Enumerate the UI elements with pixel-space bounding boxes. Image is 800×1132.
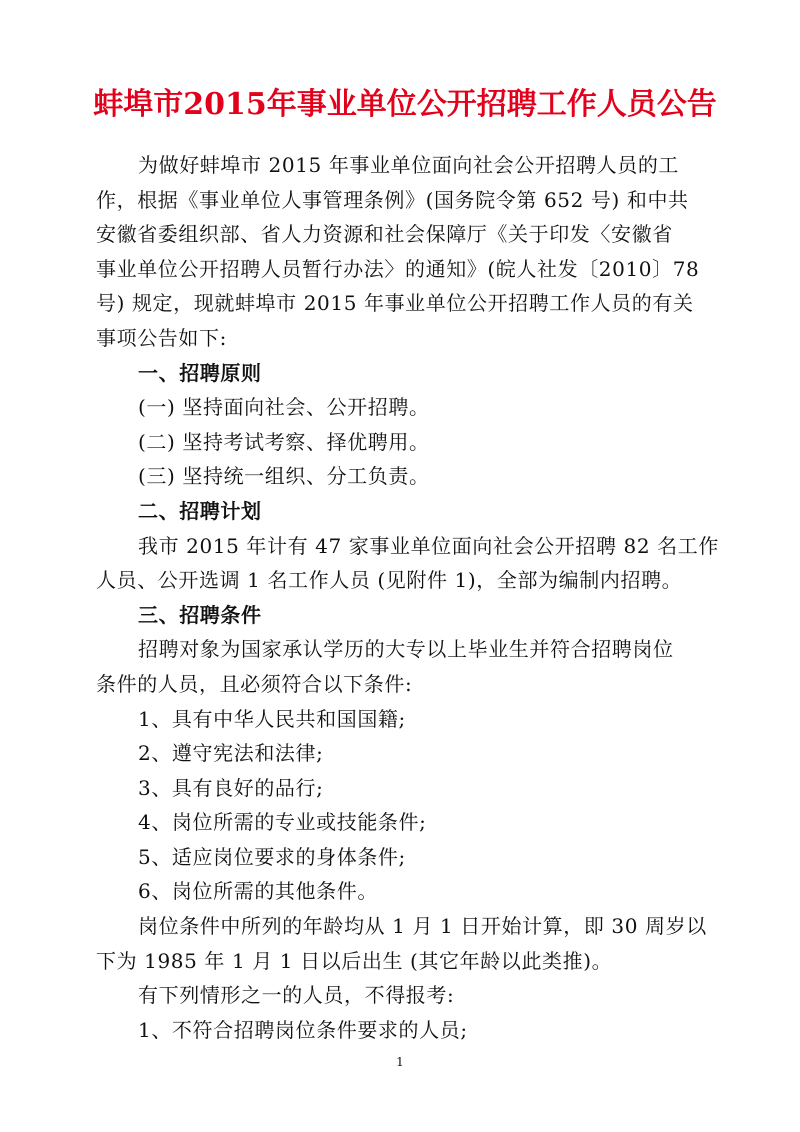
paragraph-line: 为做好蚌埠市 2015 年事业单位面向社会公开招聘人员的工 <box>138 153 680 177</box>
paragraph-line: 下为 1985 年 1 月 1 日以后出生 (其它年龄以此类推)。 <box>96 948 613 973</box>
document-body <box>96 148 726 1047</box>
list-item: 1、不符合招聘岗位条件要求的人员; <box>138 1017 468 1042</box>
list-item: (一) 坚持面向社会、公开招聘。 <box>138 395 430 420</box>
paragraph-line: 作，根据《事业单位人事管理条例》(国务院令第 652 号) 和中共 <box>96 187 689 212</box>
paragraph-line: 号) 规定，现就蚌埠市 2015 年事业单位公开招聘工作人员的有关 <box>96 291 694 316</box>
paragraph-line: 岗位条件中所列的年龄均从 1 月 1 日开始计算，即 30 周岁以 <box>138 914 707 939</box>
list-item: 4、岗位所需的专业或技能条件; <box>138 810 427 835</box>
paragraph-line: 条件的人员，且必须符合以下条件: <box>96 671 413 696</box>
paragraph-line: 事业单位公开招聘人员暂行办法〉的通知》(皖人社发〔2010〕78 <box>96 256 700 281</box>
paragraph-line: 安徽省委组织部、省人力资源和社会保障厅《关于印发〈安徽省 <box>96 222 673 247</box>
document-title: 蚌埠市2015年事业单位公开招聘工作人员公告 <box>93 87 717 122</box>
paragraph-line: 有下列情形之一的人员，不得报考: <box>138 983 455 1008</box>
list-item: 6、岗位所需的其他条件。 <box>138 879 378 904</box>
list-item: (三) 坚持统一组织、分工负责。 <box>138 464 430 489</box>
section-heading-plan: 二、招聘计划 <box>138 498 262 523</box>
paragraph-line: 人员、公开选调 1 名工作人员 (见附件 1)，全部为编制内招聘。 <box>96 568 683 593</box>
list-item: 1、具有中华人民共和国国籍; <box>138 706 406 731</box>
paragraph-line: 我市 2015 年计有 47 家事业单位面向社会公开招聘 82 名工作 <box>138 533 719 558</box>
list-item: (二) 坚持考试考察、择优聘用。 <box>138 429 430 454</box>
section-heading-conditions: 三、招聘条件 <box>138 602 262 627</box>
section-heading-principles: 一、招聘原则 <box>138 360 262 385</box>
list-item: 5、适应岗位要求的身体条件; <box>138 844 406 869</box>
paragraph-line: 招聘对象为国家承认学历的大专以上毕业生并符合招聘岗位 <box>138 637 674 662</box>
list-item: 3、具有良好的品行; <box>138 775 324 800</box>
list-item: 2、遵守宪法和法律; <box>138 741 324 766</box>
paragraph-line: 事项公告如下: <box>96 325 227 350</box>
page-number: 1 <box>396 1055 404 1069</box>
